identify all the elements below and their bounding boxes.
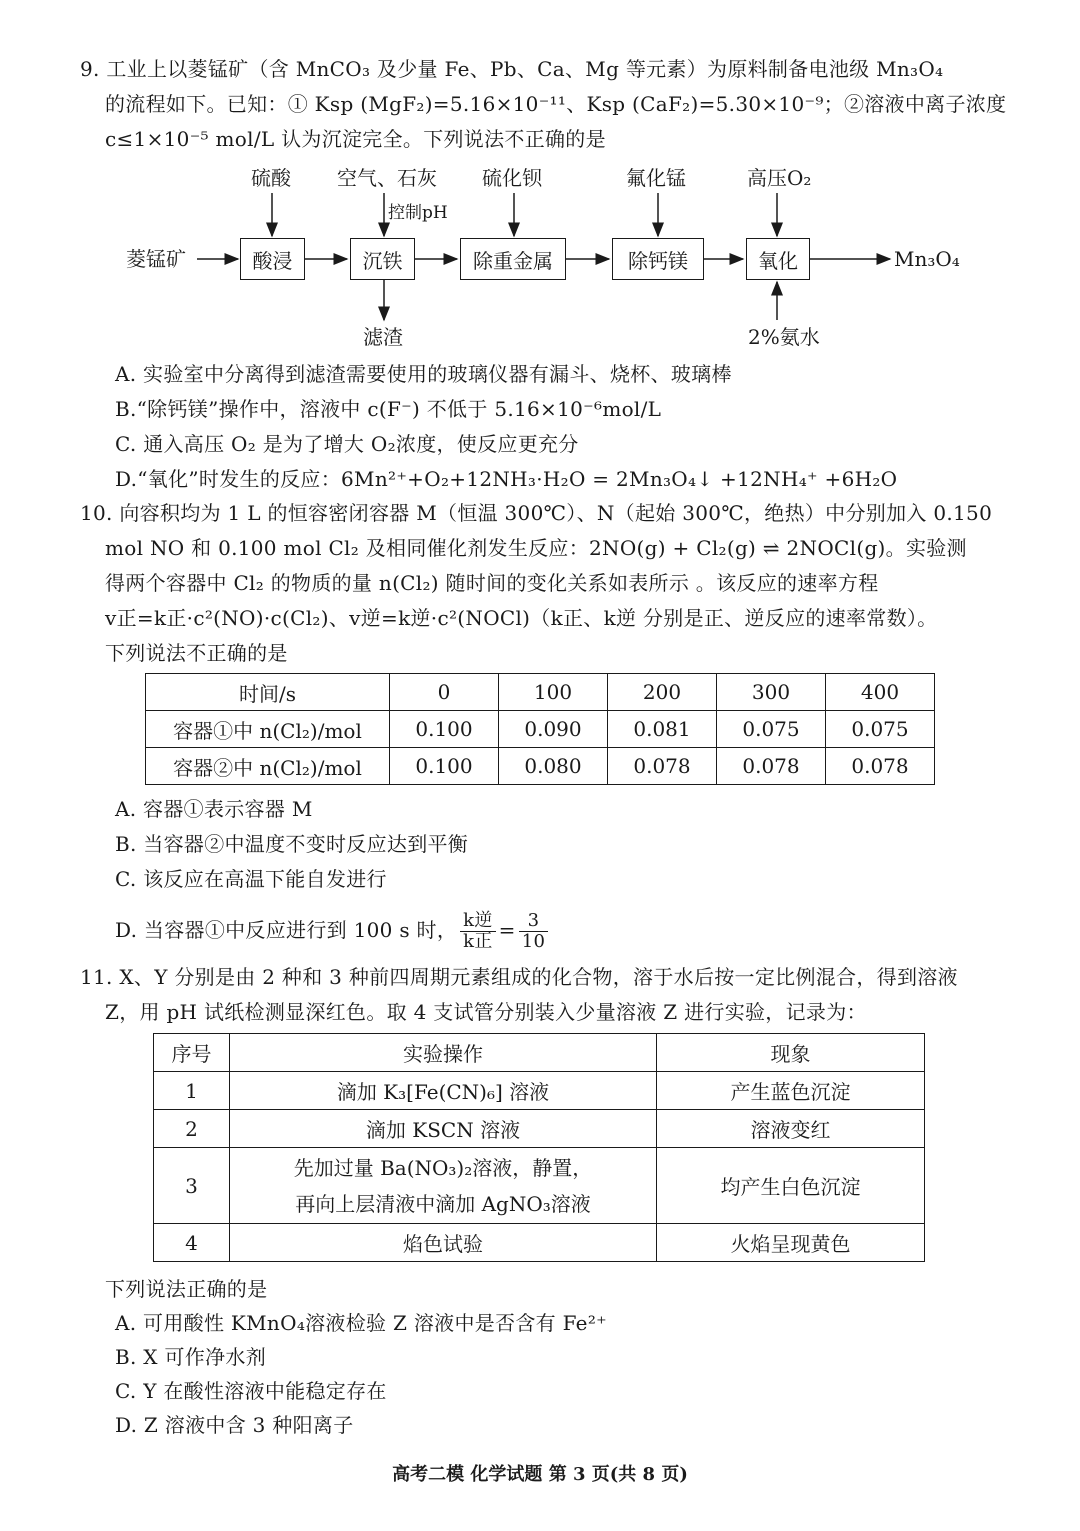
q10-line-4: v正=k正·c²(NO)·c(Cl₂)、v逆=k逆·c²(NOCl)（k正、k逆 分别是正、逆反应的速率常数）。	[105, 606, 938, 630]
flow-bottom-input-ammonia: 2%氨水	[748, 325, 820, 349]
q9-option-c: C. 通入高压 O₂ 是为了增大 O₂浓度，使反应更充分	[115, 432, 579, 456]
flow-input-barium-sulfide: 硫化钡	[482, 166, 542, 190]
flow-control-ph-note: 控制pH	[388, 203, 448, 223]
table-cell: 4	[154, 1224, 230, 1262]
table-cell: 溶液变红	[657, 1110, 925, 1148]
q9-option-a: A. 实验室中分离得到滤渣需要使用的玻璃仪器有漏斗、烧杯、玻璃棒	[115, 362, 732, 386]
table-cell: 3	[154, 1148, 230, 1224]
table-cell: 0.081	[608, 711, 717, 748]
table-cell: 2	[154, 1110, 230, 1148]
q11-option-b: B. X 可作净水剂	[115, 1345, 267, 1369]
table-cell: 0.100	[390, 748, 499, 785]
q11-header-result: 现象	[657, 1034, 925, 1072]
table-row	[146, 711, 935, 748]
flow-waste-label: 滤渣	[363, 325, 403, 349]
table-cell: 0.078	[826, 748, 935, 785]
table-row	[154, 1110, 925, 1148]
flow-input-manganese-fluoride: 氟化锰	[626, 166, 686, 190]
operation-line-1: 先加过量 Ba(NO₃)₂溶液，静置，	[293, 1155, 593, 1180]
q11-header-operation: 实验操作	[230, 1034, 657, 1072]
value-fraction	[519, 911, 549, 952]
q10-header-time: 时间/s	[146, 674, 390, 711]
table-cell: 0.100	[390, 711, 499, 748]
flow-input-high-pressure-o2: 高压O₂	[747, 166, 812, 190]
rate-constant-fraction	[460, 911, 496, 952]
q10-table	[145, 673, 935, 785]
q11-table-header	[154, 1034, 925, 1072]
table-cell: 0.075	[717, 711, 826, 748]
table-row	[154, 1148, 925, 1224]
fraction-denominator: k正	[463, 931, 493, 952]
flow-start-label: 菱锰矿	[126, 247, 186, 271]
q9-option-d: D.“氧化”时发生的反应：6Mn²⁺+O₂+12NH₃·H₂O = 2Mn₃O₄↓ +12NH₄⁺ +6H₂O	[115, 467, 898, 491]
flow-input-air-lime: 空气、石灰	[337, 166, 437, 190]
q10-option-b: B. 当容器②中温度不变时反应达到平衡	[115, 832, 469, 856]
operation-line-2: 再向上层清液中滴加 AgNO₃溶液	[295, 1191, 591, 1216]
flow-step-oxidation: 氧化	[746, 238, 810, 280]
table-cell: 0.075	[826, 711, 935, 748]
q10-header-cell: 200	[608, 674, 717, 711]
q10-line-5: 下列说法不正确的是	[105, 641, 288, 665]
q10-option-d-text: D. 当容器①中反应进行到 100 s 时，	[115, 918, 458, 942]
table-row	[154, 1224, 925, 1262]
table-cell: 0.078	[608, 748, 717, 785]
q11-line-1: 11. X、Y 分别是由 2 种和 3 种前四周期元素组成的化合物，溶于水后按一定比例混合，得到溶液	[80, 965, 958, 989]
q10-option-a: A. 容器①表示容器 M	[115, 797, 313, 821]
table-cell: 滴加 K₃[Fe(CN)₆] 溶液	[230, 1072, 657, 1110]
q11-line-2: Z，用 pH 试纸检测显深红色。取 4 支试管分别装入少量溶液 Z 进行实验，记录为：	[105, 1000, 867, 1024]
table-cell: 0.078	[717, 748, 826, 785]
q11-prompt: 下列说法正确的是	[105, 1277, 268, 1301]
q10-line-2: mol NO 和 0.100 mol Cl₂ 及相同催化剂发生反应：2NO(g) + Cl₂(g) ⇌ 2NOCl(g)。实验测	[105, 536, 967, 560]
flow-step-acid-leach: 酸浸	[240, 238, 305, 280]
q10-line-1: 10. 向容积均为 1 L 的恒容密闭容器 M（恒温 300℃）、N（起始 300℃，绝热）中分别加入 0.150	[80, 501, 993, 525]
equals-sign: =	[498, 918, 516, 942]
table-row	[146, 748, 935, 785]
q10-option-c: C. 该反应在高温下能自发进行	[115, 867, 387, 891]
q10-option-d	[115, 905, 551, 955]
q10-header-cell: 400	[826, 674, 935, 711]
q9-option-b: B.“除钙镁”操作中，溶液中 c(F⁻) 不低于 5.16×10⁻⁶mol/L	[115, 397, 662, 421]
table-cell: 均产生白色沉淀	[657, 1148, 925, 1224]
q11-header-no: 序号	[154, 1034, 230, 1072]
q11-option-c: C. Y 在酸性溶液中能稳定存在	[115, 1379, 387, 1403]
table-cell: 0.080	[499, 748, 608, 785]
q10-header-cell: 100	[499, 674, 608, 711]
flow-input-sulfuric-acid: 硫酸	[251, 166, 291, 190]
table-cell: 1	[154, 1072, 230, 1110]
q11-table	[153, 1033, 925, 1262]
page-footer: 高考二模 化学试题 第 3 页(共 8 页)	[392, 1464, 688, 1485]
q10-header-cell: 0	[390, 674, 499, 711]
table-row	[154, 1072, 925, 1110]
fraction-numerator: 3	[519, 911, 549, 932]
q11-option-a: A. 可用酸性 KMnO₄溶液检验 Z 溶液中是否含有 Fe²⁺	[115, 1311, 607, 1335]
flow-step-iron-precipitation: 沉铁	[350, 238, 415, 280]
table-cell: 产生蓝色沉淀	[657, 1072, 925, 1110]
table-cell: 0.090	[499, 711, 608, 748]
flow-end-label: Mn₃O₄	[894, 247, 960, 271]
q10-row-label: 容器②中 n(Cl₂)/mol	[146, 748, 390, 785]
q11-option-d: D. Z 溶液中含 3 种阳离子	[115, 1413, 354, 1437]
q10-table-header	[146, 674, 935, 711]
q9-line-2: 的流程如下。已知：① Ksp (MgF₂)=5.16×10⁻¹¹、Ksp (CaF₂)=5.30×10⁻⁹；②溶液中离子浓度	[105, 92, 1007, 116]
table-cell: 滴加 KSCN 溶液	[230, 1110, 657, 1148]
table-cell: 焰色试验	[230, 1224, 657, 1262]
q10-header-cell: 300	[717, 674, 826, 711]
q10-row-label: 容器①中 n(Cl₂)/mol	[146, 711, 390, 748]
flow-step-heavy-metal-removal: 除重金属	[460, 238, 566, 280]
flow-step-ca-mg-removal: 除钙镁	[612, 238, 704, 280]
fraction-numerator: k逆	[460, 911, 496, 932]
q10-line-3: 得两个容器中 Cl₂ 的物质的量 n(Cl₂) 随时间的变化关系如表所示 。该反应的速率方程	[105, 571, 879, 595]
table-cell	[230, 1148, 657, 1224]
fraction-denominator: 10	[521, 931, 546, 952]
q9-line-3: c≤1×10⁻⁵ mol/L 认为沉淀完全。下列说法不正确的是	[105, 127, 606, 151]
q9-line-1: 9. 工业上以菱锰矿（含 MnCO₃ 及少量 Fe、Pb、Ca、Mg 等元素）为原料制备电池级 Mn₃O₄	[80, 57, 944, 81]
table-cell: 火焰呈现黄色	[657, 1224, 925, 1262]
